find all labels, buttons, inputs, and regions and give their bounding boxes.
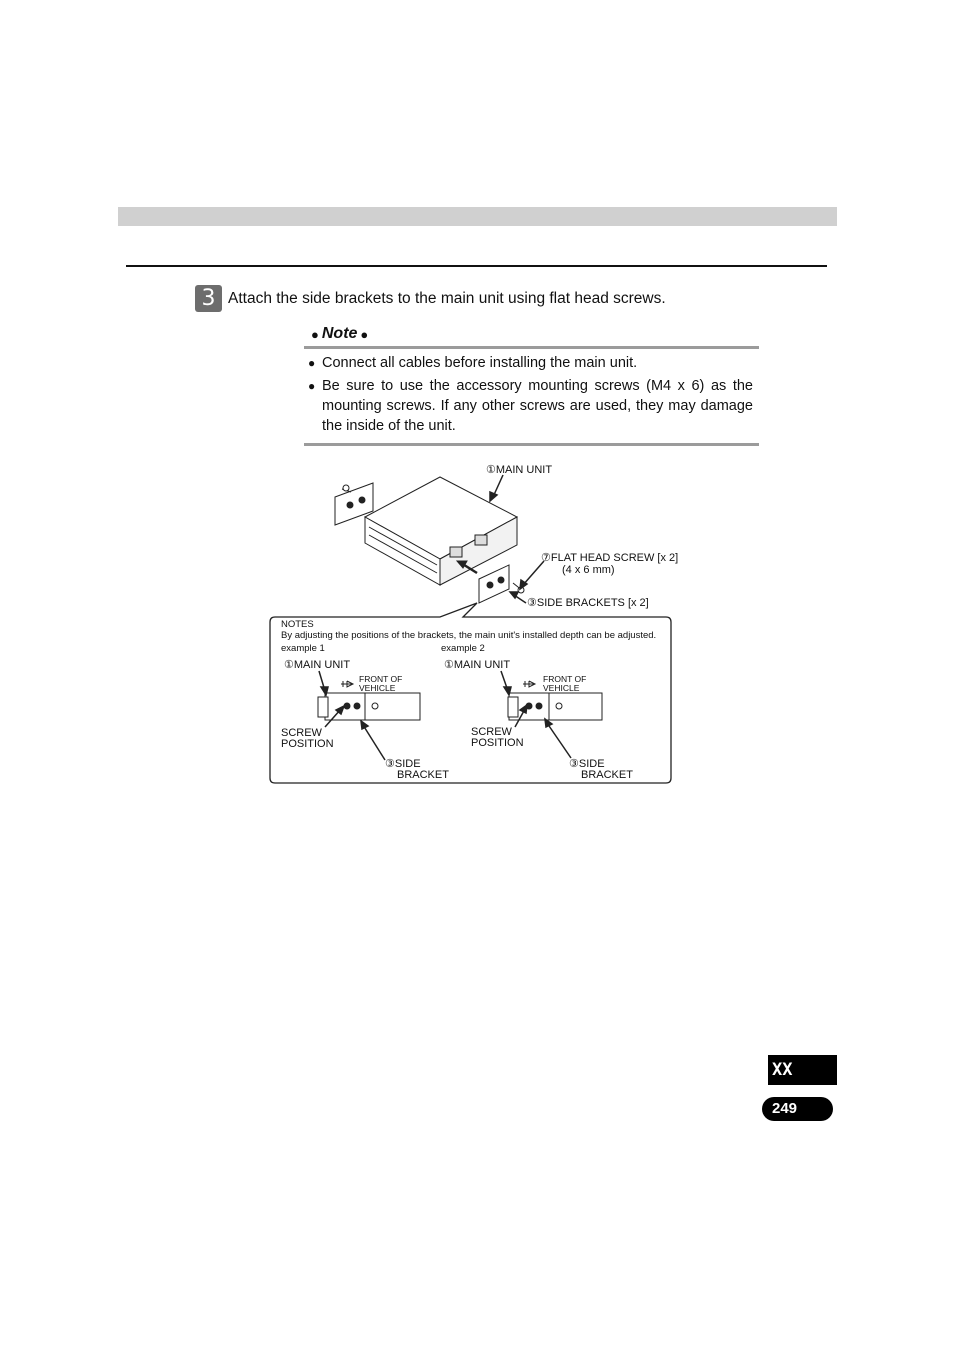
unit-front-shape [318, 697, 328, 717]
page-number: 249 [762, 1097, 833, 1121]
bullet-icon: ● [308, 356, 316, 370]
side-brackets-label: ③SIDE BRACKETS [x 2] [527, 597, 649, 609]
unit-body-shape [549, 693, 602, 720]
screw-position-label: POSITION [281, 738, 334, 750]
note-item-text: Connect all cables before installing the main unit. [322, 355, 638, 371]
side-bracket-label: BRACKET [397, 769, 449, 781]
screw-hole [536, 703, 542, 709]
note-item [308, 376, 753, 436]
unit-body-shape [365, 693, 420, 720]
screw-position-label: SCREW [281, 727, 322, 739]
unit-front-shape [508, 697, 518, 717]
main-unit-label: ①MAIN UNIT [486, 464, 553, 476]
note-item [308, 353, 753, 373]
side-bracket-label: ③SIDE [569, 758, 605, 770]
step-number-badge: 3 [195, 285, 222, 312]
front-of-vehicle-label: VEHICLE [543, 683, 580, 693]
example-main-unit-label: ①MAIN UNIT [444, 659, 511, 671]
front-of-vehicle-label: FRONT OF [359, 674, 403, 684]
example-label: example 1 [281, 643, 325, 654]
front-of-vehicle-label: VEHICLE [359, 683, 396, 693]
chapter-tab: XX [768, 1055, 837, 1085]
note-title-text: Note [321, 325, 358, 342]
side-bracket-label: BRACKET [581, 769, 633, 781]
note-list [304, 349, 759, 443]
bullet-icon: ● [360, 326, 369, 342]
bullet-icon: ● [308, 379, 316, 393]
note-title [304, 322, 759, 346]
bullet-icon: ● [311, 326, 319, 342]
notes-text: By adjusting the positions of the brackets, the main unit's installed depth can be adjusted. [281, 630, 657, 641]
header-band [118, 207, 837, 226]
screw-hole [344, 703, 350, 709]
example-main-unit-label: ①MAIN UNIT [284, 659, 351, 671]
diagram-svg [265, 455, 695, 790]
installation-diagram [265, 455, 695, 790]
note-bottom-rule [304, 443, 759, 446]
flat-head-screw-label: ⑦FLAT HEAD SCREW [x 2] [541, 552, 679, 564]
screw-hole [354, 703, 360, 709]
note-item-text: Be sure to use the accessory mounting screws (M4 x 6) as the mounting screws. If any other screws are used, they may damage the inside of the unit. [322, 378, 753, 434]
front-of-vehicle-label: FRONT OF [543, 674, 587, 684]
screw-position-label: POSITION [471, 737, 524, 749]
notes-title: NOTES [281, 619, 314, 630]
note-box [304, 322, 759, 446]
example-label: example 2 [441, 643, 485, 654]
step-instruction: Attach the side brackets to the main unit using flat head screws. [228, 289, 666, 307]
screw-size-label: (4 x 6 mm) [562, 564, 615, 576]
screw-position-label: SCREW [471, 726, 512, 738]
section-rule [126, 265, 827, 267]
side-bracket-label: ③SIDE [385, 758, 421, 770]
step-3 [195, 285, 666, 312]
